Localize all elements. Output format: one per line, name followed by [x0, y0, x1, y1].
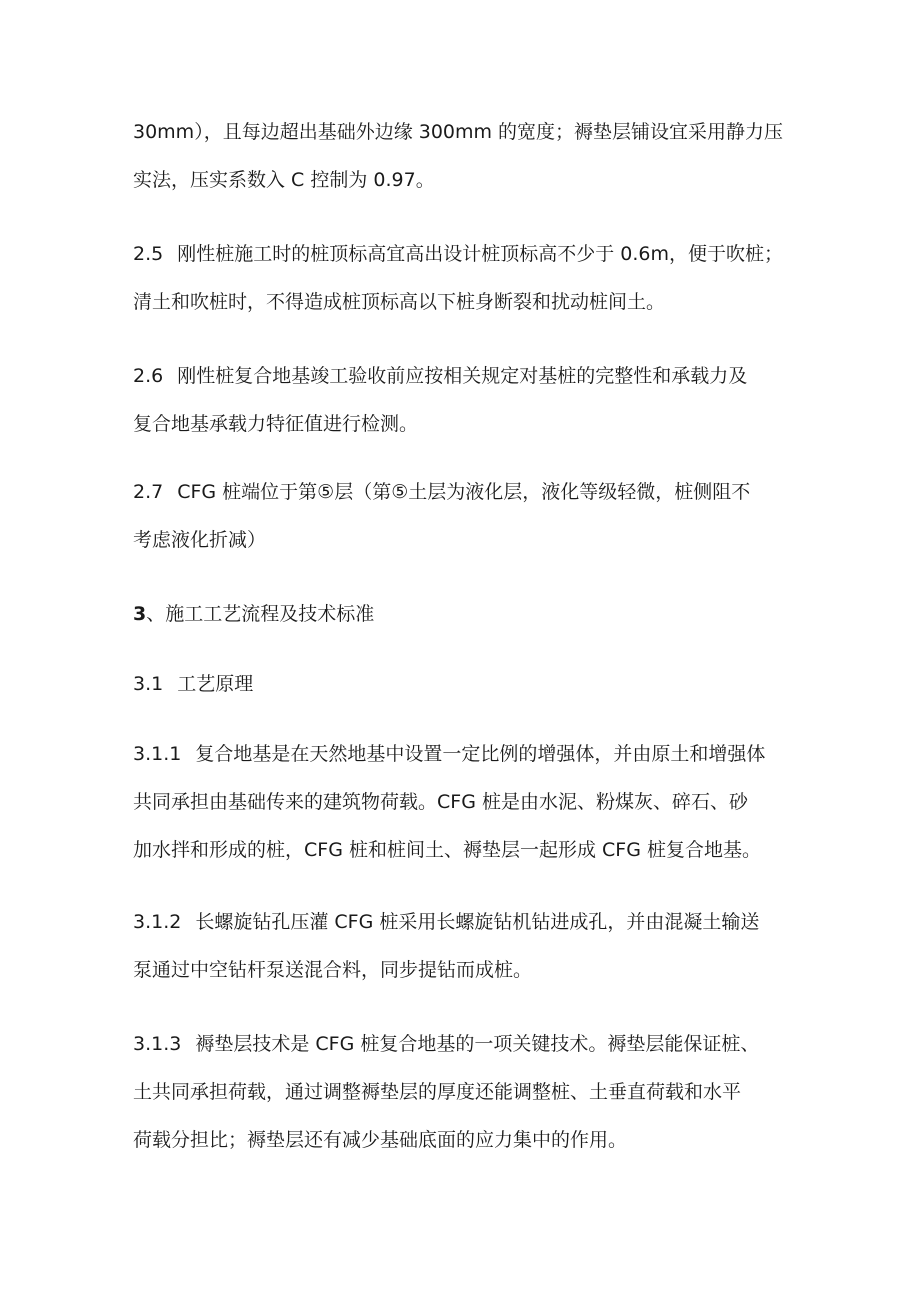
paragraph-line: 实法，压实系数入 C 控制为 0.97。 [133, 169, 435, 191]
paragraph-continuation [133, 108, 813, 204]
paragraph-line: 泵通过中空钻杆泵送混合料，同步提钻而成桩。 [133, 959, 533, 981]
paragraph-line: 土共同承担荷载，通过调整褥垫层的厚度还能调整桩、土垂直荷载和水平 [133, 1081, 742, 1103]
paragraph-2-5 [133, 230, 813, 326]
section-number: 3.1 [133, 673, 164, 695]
paragraph-line: 刚性桩施工时的桩顶标高宜高出设计桩顶标高不少于 0.6m，便于吹桩； [177, 243, 783, 265]
section-number: 3.1.1 [133, 743, 182, 765]
paragraph-line: 共同承担由基础传来的建筑物荷载。CFG 桩是由水泥、粉煤灰、碎石、砂 [133, 791, 748, 813]
paragraph-line: 考虑液化折减） [133, 529, 267, 551]
section-number: 3.1.3 [133, 1033, 182, 1055]
heading-text: 工艺原理 [177, 673, 254, 695]
paragraph-line: 加水拌和形成的桩，CFG 桩和桩间土、褥垫层一起形成 CFG 桩复合地基。 [133, 839, 761, 861]
paragraph-line: 清土和吹桩时，不得造成桩顶标高以下桩身断裂和扰动桩间土。 [133, 291, 666, 313]
paragraph-3-1-3 [133, 1020, 813, 1164]
section-number: 2.6 [133, 365, 164, 387]
paragraph-2-7 [133, 468, 813, 564]
paragraph-line: 30mm），且每边超出基础外边缘 300mm 的宽度；褥垫层铺设宜采用静力压 [133, 121, 784, 143]
section-number: 2.5 [133, 243, 164, 265]
section-heading-3 [133, 590, 813, 638]
paragraph-line: 复合地基承载力特征值进行检测。 [133, 413, 419, 435]
paragraph-line: 褥垫层技术是 CFG 桩复合地基的一项关键技术。褥垫层能保证桩、 [195, 1033, 760, 1055]
paragraph-line: 刚性桩复合地基竣工验收前应按相关规定对基桩的完整性和承载力及 [177, 365, 748, 387]
section-number: 2.7 [133, 481, 164, 503]
paragraph-line: 长螺旋钻孔压灌 CFG 桩采用长螺旋钻机钻进成孔，并由混凝土输送 [195, 911, 760, 933]
paragraph-line: CFG 桩端位于第⑤层（第⑤土层为液化层，液化等级轻微，桩侧阻不 [177, 481, 751, 503]
section-number: 3.1.2 [133, 911, 182, 933]
paragraph-line: 复合地基是在天然地基中设置一定比例的增强体，并由原土和增强体 [195, 743, 766, 765]
paragraph-3-1-2 [133, 898, 813, 994]
paragraph-line: 荷载分担比；褥垫层还有减少基础底面的应力集中的作用。 [133, 1129, 628, 1151]
paragraph-2-6 [133, 352, 813, 448]
heading-text: 、施工工艺流程及技术标准 [146, 603, 375, 625]
section-number: 3 [133, 603, 147, 625]
paragraph-3-1-1 [133, 730, 813, 874]
section-heading-3-1 [133, 660, 813, 708]
